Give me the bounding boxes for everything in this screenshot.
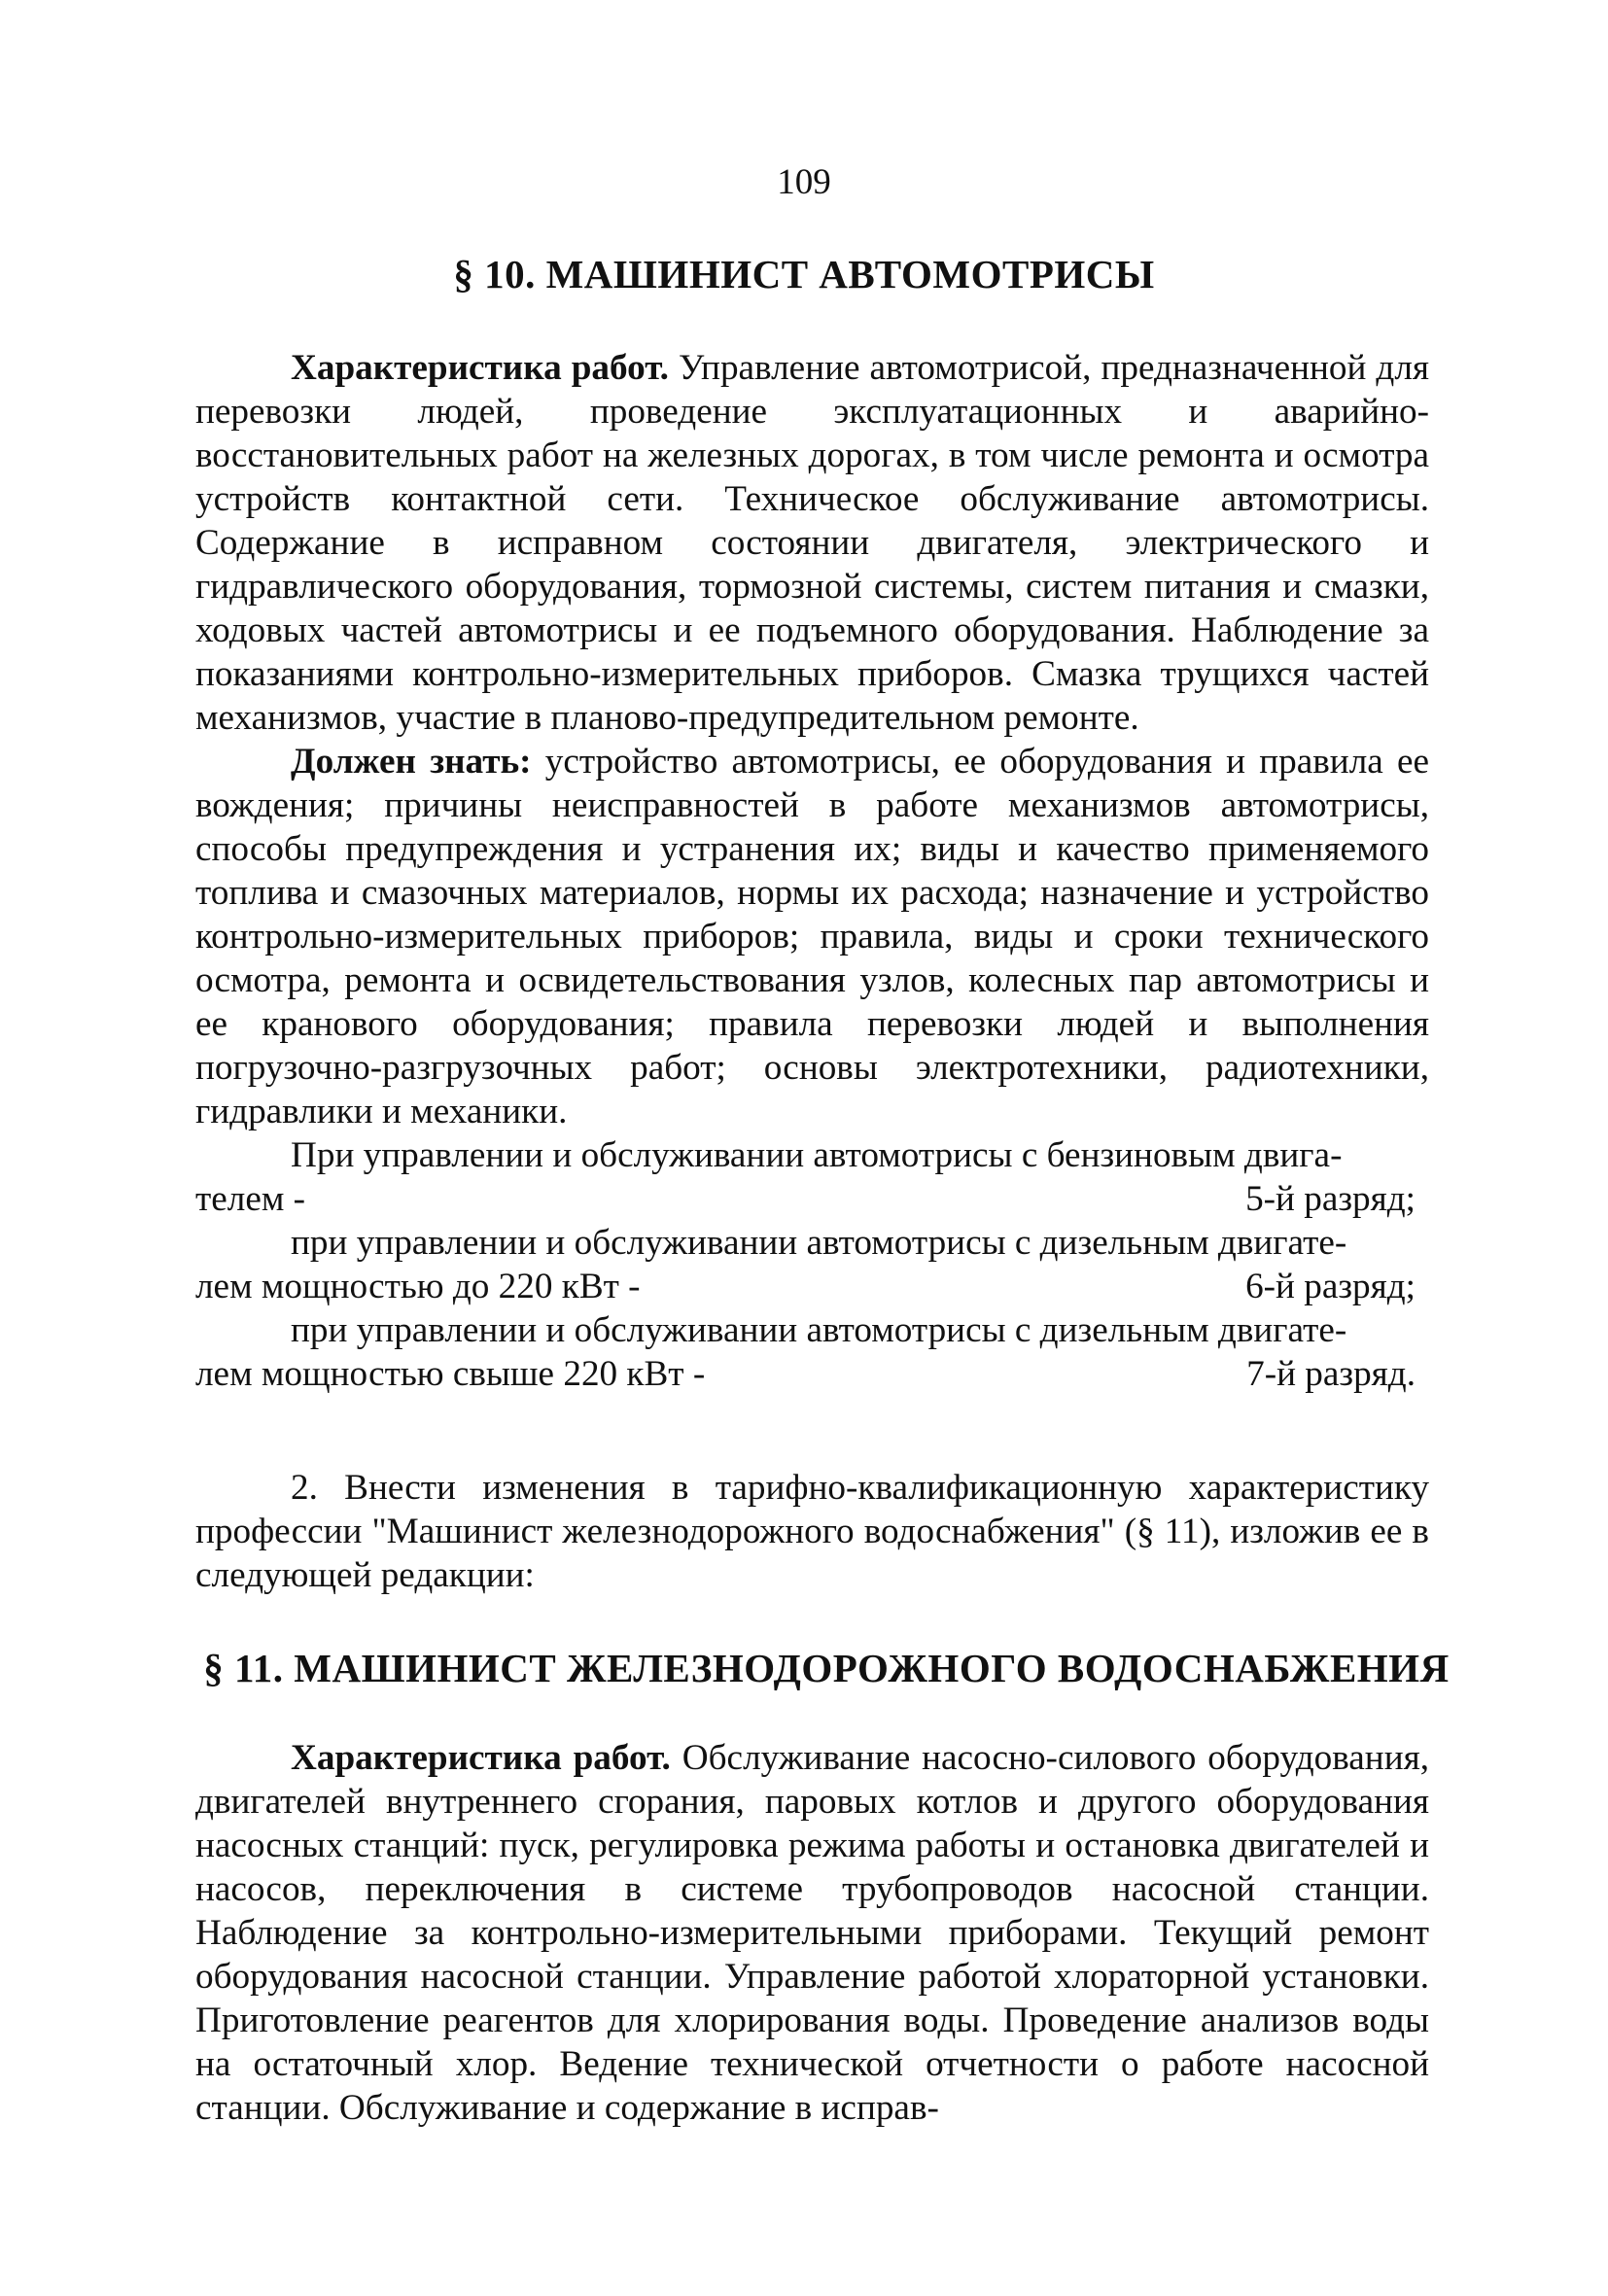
- rank-7-value: 7-й разряд.: [1246, 1354, 1416, 1394]
- rank-5-value: 5-й разряд;: [1245, 1179, 1416, 1219]
- rank-7-tail: лем мощностью свыше 220 кВт -: [195, 1354, 706, 1394]
- section-11-characteristics-text: Обслуживание насосно-силового оборудования, двигателей внутреннего сгорания, паровых котлов и другого оборудования насосных станций: пуск, регулировка режима работы и остановка двигателей и насосов, переключения в системе трубопроводов насосной станции. Наблюдение за контрольно-измерительными приборами. Текущий ремонт оборудования насосной станции. Управление работой хлораторной установки. Приготовление реагентов для хлорирования воды. Проведение анализов воды на остаточный хлор. Ведение технической отчетности о работе насосной станции. Обслуживание и содержание в исправ-: [195, 1738, 1429, 2128]
- section-10-body: [195, 346, 1429, 1396]
- rank-5-text: При управлении и обслуживании автомотрисы с бензиновым двига-: [291, 1135, 1343, 1175]
- must-know-text: устройство автомотрисы, ее оборудования и правила ее вождения; причины неисправностей в работе механизмов автомотрисы, способы предупреждения и устранения их; виды и качество применяемого топлива и смазочных материалов, нормы их расхода; назначение и устройство контрольно-измерительных приборов; правила, виды и сроки технического осмотра, ремонта и освидетельствования узлов, колесных пар автомотрисы и ее кранового оборудования; правила перевозки людей и выполнения погрузочно-разгрузочных работ; основы электротехники, радиотехники, гидравлики и механики.: [195, 742, 1429, 1131]
- rank-6-tail: лем мощностью до 220 кВт -: [195, 1267, 641, 1306]
- section-10-characteristics: [195, 346, 1429, 740]
- section-11-title: § 11. МАШИНИСТ ЖЕЛЕЗНОДОРОЖНОГО ВОДОСНАБЖЕНИЯ: [203, 1646, 1450, 1690]
- page-number: 109: [777, 162, 831, 202]
- section-10-title: § 10. МАШИНИСТ АВТОМОТРИСЫ: [453, 252, 1155, 296]
- amendment-text: 2. Внести изменения в тарифно-квалификационную характеристику профессии "Машинист железнодорожного водоснабжения" (§ 11), изложив ее в следующей редакции:: [195, 1468, 1429, 1595]
- rank-5-line: [195, 1177, 1429, 1221]
- rank-7-text: при управлении и обслуживании автомотрисы с дизельным двигате-: [291, 1310, 1347, 1350]
- characteristics-label: Характеристика работ.: [291, 348, 669, 388]
- section-10-must-know: [195, 740, 1429, 1133]
- rank-7-line: [195, 1352, 1429, 1396]
- amendment-paragraph: [195, 1466, 1429, 1597]
- must-know-label: Должен знать:: [291, 742, 532, 782]
- characteristics-text: Управление автомотрисой, предназначенной для перевозки людей, проведение эксплуатационных и аварийно- восстановительных работ на железных дорогах, в том числе ремонта и осмотра устройств контактной сети. Техническое обслуживание автомотрисы. Содержание в исправном состоянии двигателя, электрического и гидравлического оборудования, тормозной системы, систем питания и смазки, ходовых частей автомотрисы и ее подъемного оборудования. Наблюдение за показаниями контрольно-измерительных приборов. Смазка трущихся частей механизмов, участие в планово-предупредительном ремонте.: [195, 348, 1430, 738]
- section-11-characteristics-label: Характеристика работ.: [291, 1738, 671, 1778]
- rank-6-line: [195, 1265, 1429, 1308]
- section-11-characteristics: [195, 1736, 1429, 2130]
- rank-6-value: 6-й разряд;: [1245, 1267, 1416, 1306]
- section-11-body: [195, 1736, 1429, 2130]
- rank-5-tail: телем -: [195, 1179, 306, 1219]
- rank-6-text: при управлении и обслуживании автомотрисы с дизельным двигате-: [291, 1223, 1347, 1263]
